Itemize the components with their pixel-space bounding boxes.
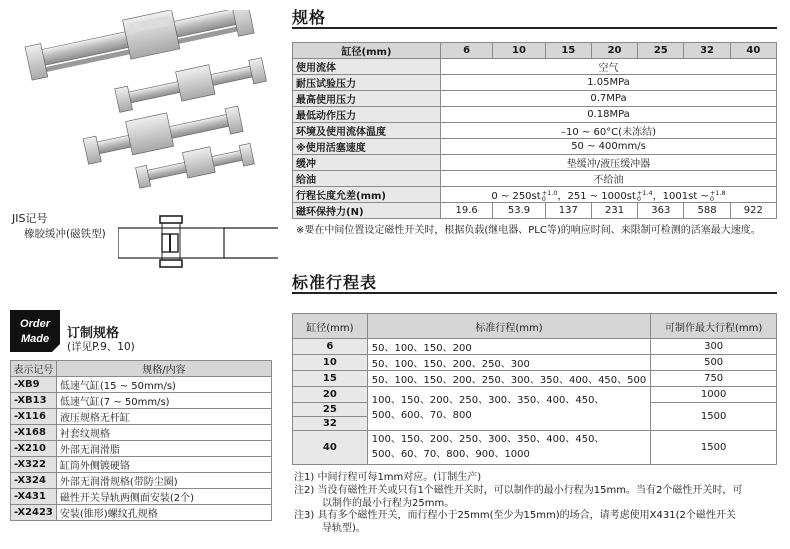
spec-label: 行程长度允差(mm) — [293, 187, 441, 203]
stroke-bore: 32 — [293, 416, 368, 430]
table-row — [11, 441, 272, 457]
spec-value: –10 ~ 60°C(未冻结) — [441, 123, 777, 139]
spec-label: 磁环保持力(N) — [293, 203, 441, 219]
spec-bore-col: 10 — [493, 43, 545, 59]
order-code: -X210 — [11, 441, 57, 457]
stroke-list: 50、100、150、200 — [367, 339, 651, 355]
spec-title-rule — [292, 27, 777, 29]
hold-value: 922 — [730, 203, 776, 219]
stroke-table — [292, 313, 777, 465]
order-code: -X431 — [11, 489, 57, 505]
order-desc: 安装(锥形)螺纹孔规格 — [56, 505, 271, 521]
order-badge-top: Order — [20, 318, 50, 330]
table-row — [293, 139, 777, 155]
stroke-header-standard: 标准行程(mm) — [367, 314, 651, 339]
spec-bore-col: 32 — [684, 43, 730, 59]
stroke-list-line: 100、150、200、250、300、350、400、450、 — [371, 395, 605, 407]
spec-value: 不给油 — [441, 171, 777, 187]
spec-header-bore: 缸径(mm) — [293, 43, 441, 59]
spec-bore-col: 25 — [638, 43, 684, 59]
order-desc: 磁性开关导轨两侧面安装(2个) — [56, 489, 271, 505]
stroke-bore: 20 — [293, 387, 368, 403]
stroke-bore: 25 — [293, 402, 368, 416]
tolerance-upper: +1.8 — [709, 189, 726, 197]
order-desc: 衬套纹规格 — [56, 425, 271, 441]
order-badge-bottom: Made — [20, 333, 50, 345]
table-row — [293, 123, 777, 139]
stroke-section-title: 标准行程表 — [292, 273, 378, 292]
spec-label: ※使用活塞速度 — [293, 139, 441, 155]
spec-value: 空气 — [441, 59, 777, 75]
table-row — [293, 430, 777, 464]
stroke-max: 750 — [651, 371, 777, 387]
spec-label: 耐压试验压力 — [293, 75, 441, 91]
table-row — [11, 489, 272, 505]
spec-label: 最低动作压力 — [293, 107, 441, 123]
stroke-bore: 10 — [293, 355, 368, 371]
table-row — [11, 409, 272, 425]
spec-label: 使用流体 — [293, 59, 441, 75]
table-row — [293, 75, 777, 91]
spec-label: 缓冲 — [293, 155, 441, 171]
stroke-note-cont: 导轨型)。 — [322, 523, 366, 535]
jis-cylinder-symbol — [118, 214, 278, 276]
order-desc: 外部无润滑规格(带防尘圈) — [56, 473, 271, 489]
stroke-header-max: 可制作最大行程(mm) — [651, 314, 777, 339]
stroke-list-line: 500、600、70、800 — [371, 410, 472, 422]
table-row — [11, 377, 272, 393]
stroke-list-group — [367, 430, 651, 464]
spec-value: 50 ~ 400mm/s — [441, 139, 777, 155]
table-row — [293, 187, 777, 203]
order-code: -X2423 — [11, 505, 57, 521]
spec-table — [292, 42, 777, 219]
hold-value: 231 — [591, 203, 637, 219]
hold-value: 53.9 — [493, 203, 545, 219]
stroke-note-cont: 以制作的最小行程为25mm。 — [322, 497, 455, 509]
tolerance-lower: 0 — [541, 195, 546, 203]
order-section-subtitle: (详见P.9、10) — [67, 341, 135, 353]
hold-value: 19.6 — [441, 203, 493, 219]
order-desc: 液压规格无杆缸 — [56, 409, 271, 425]
stroke-tolerance-value — [441, 187, 777, 203]
spec-value: 垫缓冲/液压缓冲器 — [441, 155, 777, 171]
order-code: -X116 — [11, 409, 57, 425]
table-row — [11, 505, 272, 521]
stroke-bore: 15 — [293, 371, 368, 387]
stroke-list: 50、100、150、200、250、300 — [367, 355, 651, 371]
order-code: -X168 — [11, 425, 57, 441]
order-desc: 缸筒外侧镀硬铬 — [56, 457, 271, 473]
stroke-max: 300 — [651, 339, 777, 355]
order-desc: 低速气缸(7 ~ 50mm/s) — [56, 393, 271, 409]
table-row — [293, 107, 777, 123]
stroke-list-line: 500、60、70、800、900、1000 — [371, 449, 530, 460]
table-row — [11, 393, 272, 409]
spec-section-title: 规格 — [292, 8, 327, 27]
stroke-bore: 40 — [293, 430, 368, 464]
stroke-list: 50、100、150、200、250、300、350、400、450、500 — [367, 371, 651, 387]
tolerance-lower: 0 — [636, 195, 642, 203]
order-desc: 低速气缸(15 ~ 50mm/s) — [56, 377, 271, 393]
table-row — [293, 355, 777, 371]
tolerance-seg: 0 ~ 250st — [491, 191, 541, 202]
order-code: -XB13 — [11, 393, 57, 409]
tolerance-seg: ，251 ~ 1000st — [557, 191, 636, 202]
table-row — [293, 91, 777, 107]
stroke-max: 1500 — [651, 402, 777, 430]
tolerance-upper: +1.0 — [541, 189, 558, 197]
jis-symbol-subtitle: 橡胶缓冲(磁铁型) — [24, 228, 106, 240]
stroke-header-bore: 缸径(mm) — [293, 314, 368, 339]
table-row — [11, 457, 272, 473]
spec-label: 给油 — [293, 171, 441, 187]
table-row — [293, 203, 777, 219]
hold-value: 588 — [684, 203, 730, 219]
spec-label: 环境及使用流体温度 — [293, 123, 441, 139]
stroke-max: 1500 — [651, 430, 777, 464]
tolerance-seg: ，1001st ~ — [652, 191, 709, 202]
table-row — [293, 339, 777, 355]
spec-bore-col: 15 — [545, 43, 591, 59]
order-header-code: 表示记号 — [11, 361, 57, 377]
table-row — [293, 171, 777, 187]
table-row — [11, 425, 272, 441]
order-code: -X324 — [11, 473, 57, 489]
stroke-bore: 6 — [293, 339, 368, 355]
stroke-max: 500 — [651, 355, 777, 371]
order-made-badge — [10, 310, 60, 352]
order-header-desc: 规格/内容 — [56, 361, 271, 377]
hold-value: 137 — [545, 203, 591, 219]
stroke-list-line: 100、150、200、250、300、350、400、450、 — [371, 434, 605, 445]
spec-label: 最高使用压力 — [293, 91, 441, 107]
stroke-note: 注3) 具有多个磁性开关，而行程小于25mm(至少为15mm)的场合，请考虑使用X431(2个磁性开关 — [294, 510, 736, 522]
spec-bore-col: 6 — [441, 43, 493, 59]
stroke-list-group — [367, 387, 651, 431]
table-row — [11, 473, 272, 489]
table-row — [293, 387, 777, 403]
order-section-title: 订制规格 — [67, 326, 120, 341]
order-spec-table — [10, 360, 272, 521]
stroke-note: 注2) 当没有磁性开关或只有1个磁性开关时，可以制作的最小行程为15mm。当有2个磁性开关时，可 — [294, 484, 743, 496]
stroke-notes — [294, 472, 780, 536]
spec-note: ※要在中间位置设定磁性开关时，根据负载(继电器、PLC等)的响应时间、来限制可检测的活塞最大速度。 — [296, 225, 761, 236]
jis-symbol-label: JIS记号 — [12, 212, 48, 225]
spec-value: 0.7MPa — [441, 91, 777, 107]
tolerance-upper: +1.4 — [636, 189, 653, 197]
spec-value: 1.05MPa — [441, 75, 777, 91]
hold-value: 363 — [638, 203, 684, 219]
order-code: -XB9 — [11, 377, 57, 393]
table-row — [293, 371, 777, 387]
spec-value: 0.18MPa — [441, 107, 777, 123]
stroke-max: 1000 — [651, 387, 777, 403]
product-photo — [8, 10, 273, 208]
table-row — [293, 59, 777, 75]
order-desc: 外部无润滑脂 — [56, 441, 271, 457]
stroke-note: 注1) 中间行程可每1mm对应。(订制生产) — [294, 472, 482, 483]
tolerance-lower: 0 — [709, 195, 714, 203]
table-row — [293, 155, 777, 171]
spec-bore-col: 40 — [730, 43, 776, 59]
spec-bore-col: 20 — [591, 43, 637, 59]
order-code: -X322 — [11, 457, 57, 473]
stroke-title-rule — [292, 292, 777, 294]
